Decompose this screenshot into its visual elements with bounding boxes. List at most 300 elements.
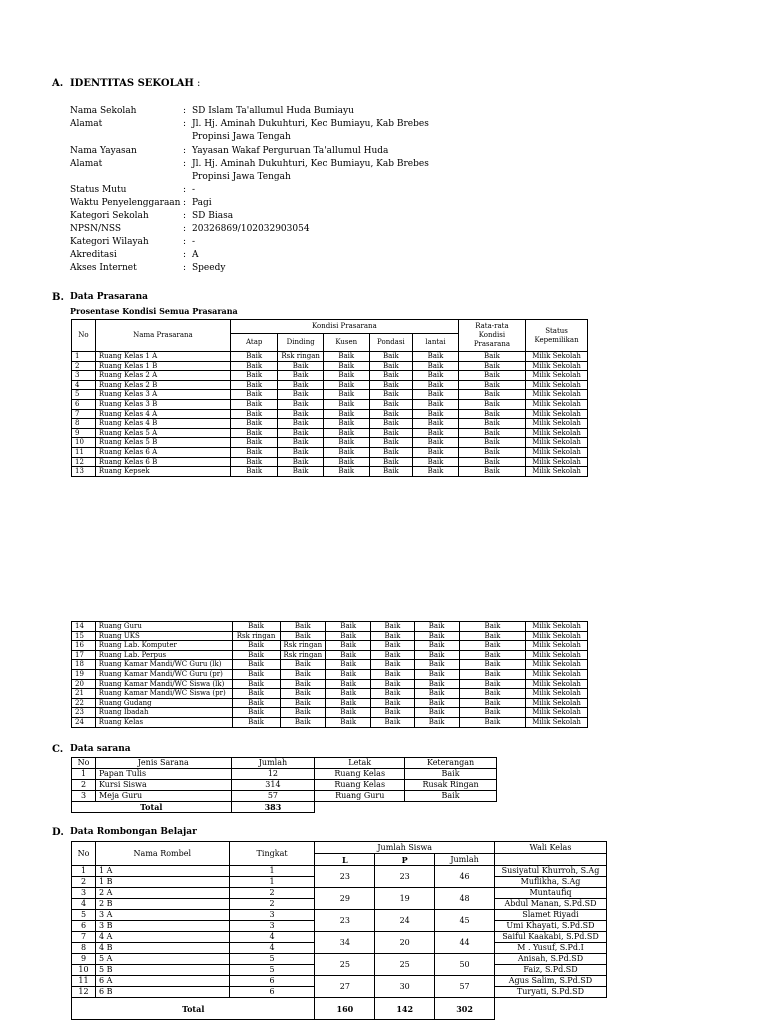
- prasarana-cell: Milik Sekolah: [526, 409, 588, 419]
- rombel-total-label: Total: [72, 998, 315, 1020]
- prasarana-cell: Baik: [458, 371, 525, 381]
- prasarana-cell: Baik: [278, 467, 324, 477]
- identity-value: Yayasan Wakaf Perguruan Ta'allumul Huda: [192, 146, 389, 156]
- prasarana-cell: Baik: [280, 631, 326, 641]
- prasarana-cell: Ruang Kamar Mandi/WC Siswa (lk): [95, 679, 232, 689]
- prasarana-cell: Baik: [371, 698, 414, 708]
- status-line1: Status: [545, 326, 568, 335]
- prasarana-cell: 23: [72, 708, 96, 718]
- prasarana-cell: Baik: [280, 698, 326, 708]
- prasarana-cell: Baik: [231, 457, 278, 467]
- identity-value: Speedy: [192, 263, 226, 273]
- prasarana-cell: 10: [72, 438, 96, 448]
- sarana-header-no: No: [72, 758, 96, 769]
- rombel-no: 5: [72, 910, 96, 921]
- prasarana-cell: Milik Sekolah: [526, 467, 588, 477]
- prasarana-cell: Ruang Kelas 5 A: [95, 428, 230, 438]
- prasarana-cell: Baik: [326, 679, 371, 689]
- prasarana-row: [72, 390, 588, 400]
- prasarana-cell: Baik: [231, 428, 278, 438]
- prasarana-cell: Milik Sekolah: [526, 669, 588, 679]
- prasarana-cell: Baik: [369, 371, 413, 381]
- prasarana-cell: Milik Sekolah: [526, 660, 588, 670]
- prasarana-cell: Baik: [369, 361, 413, 371]
- prasarana-cell: Baik: [413, 457, 459, 467]
- prasarana-cell: Ruang Kelas 3 B: [95, 399, 230, 409]
- prasarana-cell: Baik: [323, 371, 369, 381]
- rombel-nama: 4 A: [95, 932, 229, 943]
- prasarana-cell: Baik: [323, 428, 369, 438]
- prasarana-cell: Baik: [459, 708, 525, 718]
- rombel-no: 12: [72, 987, 96, 998]
- prasarana-cell: Baik: [369, 352, 413, 362]
- prasarana-cell: Baik: [232, 698, 280, 708]
- rombel-nama: 6 B: [95, 987, 229, 998]
- prasarana-row: [72, 371, 588, 381]
- identity-value: 20326869/102032903054: [192, 224, 310, 234]
- rombel-total-jumlah: 302: [435, 998, 495, 1020]
- rombel-tingkat: 5: [229, 965, 315, 976]
- rombel-row: [72, 932, 607, 943]
- rombel-header-jumlah: Jumlah: [435, 854, 495, 866]
- prasarana-cell: Milik Sekolah: [526, 689, 588, 699]
- prasarana-cell: Baik: [459, 622, 525, 632]
- prasarana-cell: Baik: [231, 352, 278, 362]
- rombel-wali: Slamet Riyadi: [494, 910, 606, 921]
- header-kusen: Kusen: [323, 334, 369, 352]
- rombel-p: 19: [375, 888, 435, 910]
- prasarana-row: [72, 708, 588, 718]
- prasarana-cell: Baik: [458, 352, 525, 362]
- prasarana-cell: Milik Sekolah: [526, 371, 588, 381]
- rombel-l: 27: [315, 976, 375, 998]
- prasarana-cell: 1: [72, 352, 96, 362]
- prasarana-cell: Baik: [278, 447, 324, 457]
- prasarana-cell: Ruang Kamar Mandi/WC Guru (lk): [95, 660, 232, 670]
- identity-label: Waktu Penyelenggaraan: [70, 198, 181, 208]
- header-rata-rata: [458, 320, 525, 352]
- sarana-row: [72, 791, 497, 802]
- prasarana-cell: Baik: [326, 650, 371, 660]
- prasarana-cell: Milik Sekolah: [526, 419, 588, 429]
- prasarana-cell: Baik: [371, 622, 414, 632]
- prasarana-cell: Baik: [231, 419, 278, 429]
- prasarana-cell: 17: [72, 650, 96, 660]
- prasarana-cell: Baik: [458, 457, 525, 467]
- rombel-tingkat: 4: [229, 932, 315, 943]
- prasarana-cell: Baik: [413, 399, 459, 409]
- prasarana-cell: 19: [72, 669, 96, 679]
- rombel-row: [72, 866, 607, 877]
- status-line2: Kepemilikan: [534, 335, 579, 344]
- prasarana-row: [72, 438, 588, 448]
- prasarana-cell: Milik Sekolah: [526, 438, 588, 448]
- prasarana-cell: Baik: [278, 419, 324, 429]
- rombel-nama: 3 A: [95, 910, 229, 921]
- prasarana-cell: Baik: [231, 361, 278, 371]
- prasarana-cell: 2: [72, 361, 96, 371]
- prasarana-cell: Baik: [369, 390, 413, 400]
- prasarana-cell: Baik: [459, 717, 525, 727]
- identity-value: A: [192, 250, 199, 260]
- prasarana-cell: Baik: [371, 660, 414, 670]
- rombel-p: 20: [375, 932, 435, 954]
- sarana-cell-jenis: Kursi Siswa: [95, 780, 231, 791]
- rombel-wali: Faiz, S.Pd.SD: [494, 965, 606, 976]
- rombel-tingkat: 4: [229, 943, 315, 954]
- sarana-cell-ket: Baik: [405, 769, 497, 780]
- identity-colon: :: [183, 224, 187, 234]
- prasarana-cell: Baik: [323, 390, 369, 400]
- prasarana-cell: 4: [72, 380, 96, 390]
- rombel-nama: 5 A: [95, 954, 229, 965]
- rata-line1: Rata-rata: [475, 322, 509, 330]
- prasarana-cell: Baik: [458, 419, 525, 429]
- sarana-cell-letak: Ruang Kelas: [315, 769, 405, 780]
- prasarana-cell: Baik: [278, 361, 324, 371]
- prasarana-row: [72, 660, 588, 670]
- prasarana-cell: Baik: [371, 679, 414, 689]
- prasarana-cell: Milik Sekolah: [526, 679, 588, 689]
- rombel-jumlah: 44: [435, 932, 495, 954]
- prasarana-cell: Baik: [232, 717, 280, 727]
- prasarana-cell: Baik: [413, 361, 459, 371]
- prasarana-cell: Baik: [326, 717, 371, 727]
- rombel-no: 8: [72, 943, 96, 954]
- prasarana-cell: Baik: [280, 669, 326, 679]
- sarana-body: [72, 769, 497, 802]
- prasarana-cell: Baik: [459, 698, 525, 708]
- rombel-header-l: L: [315, 854, 375, 866]
- prasarana-cell: 9: [72, 428, 96, 438]
- prasarana-cell: Milik Sekolah: [526, 447, 588, 457]
- prasarana-cell: Baik: [371, 669, 414, 679]
- prasarana-cell: Baik: [280, 660, 326, 670]
- identity-label: Nama Sekolah: [70, 106, 137, 116]
- rombel-jumlah: 50: [435, 954, 495, 976]
- prasarana-row: [72, 361, 588, 371]
- prasarana-body-2: [72, 622, 588, 728]
- prasarana-row: [72, 669, 588, 679]
- prasarana-row: [72, 679, 588, 689]
- prasarana-cell: Baik: [323, 419, 369, 429]
- rombel-header-wali: Wali Kelas: [494, 842, 606, 854]
- prasarana-cell: Baik: [231, 438, 278, 448]
- rombel-row: [72, 888, 607, 899]
- identity-value: SD Biasa: [192, 211, 234, 221]
- rombel-wali: Agus Salim, S.Pd.SD: [494, 976, 606, 987]
- header-dinding: Dinding: [278, 334, 324, 352]
- sarana-total-value: 383: [231, 802, 315, 813]
- prasarana-row: [72, 622, 588, 632]
- prasarana-cell: Baik: [231, 447, 278, 457]
- prasarana-cell: 8: [72, 419, 96, 429]
- rombel-nama: 1 A: [95, 866, 229, 877]
- rombel-header-nama: Nama Rombel: [95, 842, 229, 866]
- sarana-cell-jumlah: 57: [231, 791, 315, 802]
- header-nama-prasarana: Nama Prasarana: [95, 320, 230, 352]
- prasarana-cell: Baik: [323, 457, 369, 467]
- rombel-nama: 2 A: [95, 888, 229, 899]
- prasarana-cell: Baik: [323, 361, 369, 371]
- prasarana-cell: Baik: [371, 641, 414, 651]
- prasarana-cell: Milik Sekolah: [526, 380, 588, 390]
- identity-colon: :: [183, 106, 187, 116]
- identity-value: Propinsi Jawa Tengah: [192, 132, 291, 142]
- prasarana-row: [72, 467, 588, 477]
- prasarana-cell: Baik: [414, 698, 459, 708]
- prasarana-cell: Baik: [369, 428, 413, 438]
- rombel-tingkat: 3: [229, 921, 315, 932]
- prasarana-cell: Milik Sekolah: [526, 708, 588, 718]
- prasarana-cell: Milik Sekolah: [526, 390, 588, 400]
- prasarana-cell: Baik: [414, 622, 459, 632]
- identity-label: Akreditasi: [70, 250, 117, 260]
- rombel-nama: 3 B: [95, 921, 229, 932]
- sarana-cell-no: 1: [72, 769, 96, 780]
- prasarana-cell: 21: [72, 689, 96, 699]
- prasarana-cell: Baik: [232, 669, 280, 679]
- prasarana-cell: Baik: [458, 409, 525, 419]
- sarana-row: [72, 769, 497, 780]
- rombel-wali: Turyati, S.Pd.SD: [494, 987, 606, 998]
- prasarana-cell: Ruang Kelas 4 B: [95, 419, 230, 429]
- prasarana-cell: 14: [72, 622, 96, 632]
- prasarana-cell: Ruang Lab. Perpus: [95, 650, 232, 660]
- prasarana-cell: Ruang Guru: [95, 622, 232, 632]
- prasarana-row: [72, 457, 588, 467]
- prasarana-cell: Baik: [369, 467, 413, 477]
- prasarana-row: [72, 409, 588, 419]
- rombel-no: 10: [72, 965, 96, 976]
- prasarana-cell: Baik: [413, 419, 459, 429]
- sarana-cell-ket: Baik: [405, 791, 497, 802]
- rombel-wali: Muflikha, S.Ag: [494, 877, 606, 888]
- prasarana-cell: Baik: [326, 631, 371, 641]
- prasarana-cell: Milik Sekolah: [526, 641, 588, 651]
- rombel-tingkat: 2: [229, 899, 315, 910]
- section-a-title: [70, 78, 200, 89]
- prasarana-cell: Baik: [414, 660, 459, 670]
- prasarana-cell: Ruang Gudang: [95, 698, 232, 708]
- rombel-row: [72, 976, 607, 987]
- prasarana-cell: Baik: [232, 679, 280, 689]
- prasarana-cell: Baik: [414, 689, 459, 699]
- prasarana-cell: Baik: [458, 428, 525, 438]
- prasarana-cell: Baik: [323, 380, 369, 390]
- section-d-title: Data Rombongan Belajar: [70, 827, 197, 837]
- prasarana-cell: Baik: [459, 641, 525, 651]
- identity-label: Kategori Wilayah: [70, 237, 149, 247]
- prasarana-cell: 22: [72, 698, 96, 708]
- prasarana-cell: Baik: [369, 399, 413, 409]
- header-lantai: lantai: [413, 334, 459, 352]
- sarana-row: [72, 780, 497, 791]
- sarana-table: [71, 757, 497, 813]
- prasarana-row: [72, 698, 588, 708]
- prasarana-cell: Baik: [413, 390, 459, 400]
- prasarana-cell: 15: [72, 631, 96, 641]
- identity-colon: :: [183, 237, 187, 247]
- identity-value: Pagi: [192, 198, 212, 208]
- rombel-jumlah: 46: [435, 866, 495, 888]
- prasarana-cell: 13: [72, 467, 96, 477]
- rombel-wali: M . Yusuf, S.Pd.I: [494, 943, 606, 954]
- rombel-p: 30: [375, 976, 435, 998]
- header-no: No: [72, 320, 96, 352]
- prasarana-cell: Baik: [326, 622, 371, 632]
- sarana-header-keterangan: Keterangan: [405, 758, 497, 769]
- prasarana-row: [72, 717, 588, 727]
- identity-colon: :: [183, 250, 187, 260]
- prasarana-cell: Rsk ringan: [278, 352, 324, 362]
- rombel-tingkat: 3: [229, 910, 315, 921]
- prasarana-cell: Baik: [278, 409, 324, 419]
- identity-colon: :: [183, 263, 187, 273]
- rombel-no: 9: [72, 954, 96, 965]
- sarana-header-letak: Letak: [315, 758, 405, 769]
- rombel-wali: Anisah, S.Pd.SD: [494, 954, 606, 965]
- rombel-no: 1: [72, 866, 96, 877]
- prasarana-cell: Baik: [232, 660, 280, 670]
- prasarana-cell: Milik Sekolah: [526, 622, 588, 632]
- prasarana-body-1: [72, 352, 588, 477]
- prasarana-cell: Baik: [280, 679, 326, 689]
- section-c-title: Data sarana: [70, 744, 131, 754]
- rombel-p: 23: [375, 866, 435, 888]
- prasarana-cell: Baik: [458, 361, 525, 371]
- prasarana-cell: Rsk ringan: [280, 650, 326, 660]
- prasarana-cell: Milik Sekolah: [526, 698, 588, 708]
- rombel-wali: Saiful Kaakabi, S.Pd.SD: [494, 932, 606, 943]
- prasarana-cell: Milik Sekolah: [526, 399, 588, 409]
- prasarana-cell: Baik: [231, 380, 278, 390]
- rombel-l: 34: [315, 932, 375, 954]
- rombel-no: 2: [72, 877, 96, 888]
- prasarana-cell: Baik: [231, 390, 278, 400]
- prasarana-cell: Ruang Kelas 1 B: [95, 361, 230, 371]
- prasarana-cell: Baik: [369, 457, 413, 467]
- prasarana-row: [72, 447, 588, 457]
- identity-value: -: [192, 185, 196, 195]
- prasarana-cell: Milik Sekolah: [526, 650, 588, 660]
- prasarana-cell: Ruang Kelas 6 A: [95, 447, 230, 457]
- sarana-cell-jenis: Meja Guru: [95, 791, 231, 802]
- rombel-p: 24: [375, 910, 435, 932]
- prasarana-cell: Ruang Kelas 2 B: [95, 380, 230, 390]
- rombel-tingkat: 6: [229, 976, 315, 987]
- header-atap: Atap: [231, 334, 278, 352]
- prasarana-cell: Baik: [232, 622, 280, 632]
- prasarana-cell: 3: [72, 371, 96, 381]
- prasarana-cell: Baik: [326, 689, 371, 699]
- sarana-cell-no: 3: [72, 791, 96, 802]
- section-b-letter: B.: [52, 292, 64, 303]
- prasarana-cell: Baik: [458, 399, 525, 409]
- prasarana-cell: Baik: [278, 390, 324, 400]
- prasarana-cell: Baik: [414, 669, 459, 679]
- rombel-header-tingkat: Tingkat: [229, 842, 315, 866]
- prasarana-cell: 11: [72, 447, 96, 457]
- identity-colon: :: [183, 159, 187, 169]
- prasarana-cell: Baik: [413, 428, 459, 438]
- rombel-tingkat: 2: [229, 888, 315, 899]
- prasarana-row: [72, 380, 588, 390]
- prasarana-row: [72, 399, 588, 409]
- prasarana-table: [71, 319, 588, 477]
- prasarana-cell: Baik: [323, 467, 369, 477]
- rombel-wali: Abdul Manan, S.Pd.SD: [494, 899, 606, 910]
- prasarana-cell: Baik: [369, 438, 413, 448]
- prasarana-cell: Baik: [231, 371, 278, 381]
- prasarana-cell: Baik: [371, 631, 414, 641]
- rombel-body: [72, 866, 607, 998]
- prasarana-cell: Ruang Kelas 6 B: [95, 457, 230, 467]
- prasarana-cell: Baik: [323, 409, 369, 419]
- prasarana-cell: Baik: [232, 689, 280, 699]
- prasarana-cell: Ruang Kelas 1 A: [95, 352, 230, 362]
- prasarana-cell: Ruang Kamar Mandi/WC Guru (pr): [95, 669, 232, 679]
- rombel-jumlah: 57: [435, 976, 495, 998]
- rombel-jumlah: 45: [435, 910, 495, 932]
- prasarana-cell: Ruang Kelas 3 A: [95, 390, 230, 400]
- rombel-nama: 4 B: [95, 943, 229, 954]
- header-kondisi: Kondisi Prasarana: [231, 320, 459, 334]
- identity-value: Jl. Hj. Aminah Dukuhturi, Kec Bumiayu, Kab Brebes: [192, 159, 429, 169]
- sarana-cell-no: 2: [72, 780, 96, 791]
- identity-colon: :: [183, 185, 187, 195]
- rombel-total-l: 160: [315, 998, 375, 1020]
- prasarana-cell: Milik Sekolah: [526, 457, 588, 467]
- prasarana-cell: Baik: [369, 419, 413, 429]
- prasarana-cell: 7: [72, 409, 96, 419]
- prasarana-cell: Baik: [232, 641, 280, 651]
- sarana-cell-ket: Rusak Ringan: [405, 780, 497, 791]
- prasarana-cell: Baik: [458, 447, 525, 457]
- header-status: [526, 320, 588, 352]
- prasarana-cell: Baik: [413, 409, 459, 419]
- rombel-header-p: P: [375, 854, 435, 866]
- identity-label: Alamat: [70, 159, 103, 169]
- rombel-l: 23: [315, 910, 375, 932]
- identity-colon: :: [183, 119, 187, 129]
- prasarana-cell: Baik: [231, 409, 278, 419]
- prasarana-cell: Ruang Kelas: [95, 717, 232, 727]
- prasarana-cell: Baik: [414, 631, 459, 641]
- prasarana-cell: Baik: [323, 352, 369, 362]
- prasarana-cell: Baik: [459, 679, 525, 689]
- sarana-total-label: Total: [72, 802, 232, 813]
- prasarana-cell: Baik: [458, 380, 525, 390]
- sarana-cell-letak: Ruang Kelas: [315, 780, 405, 791]
- prasarana-cell: Baik: [231, 467, 278, 477]
- prasarana-cell: Baik: [371, 689, 414, 699]
- rombel-wali: Susiyatul Khurroh, S.Ag: [494, 866, 606, 877]
- rombel-row: [72, 954, 607, 965]
- prasarana-cell: Baik: [280, 622, 326, 632]
- rombel-nama: 2 B: [95, 899, 229, 910]
- prasarana-cell: Baik: [278, 399, 324, 409]
- rombel-nama: 6 A: [95, 976, 229, 987]
- prasarana-cell: Baik: [232, 708, 280, 718]
- sarana-cell-letak: Ruang Guru: [315, 791, 405, 802]
- sarana-cell-jumlah: 12: [231, 769, 315, 780]
- prasarana-cell: 16: [72, 641, 96, 651]
- prasarana-cell: 18: [72, 660, 96, 670]
- rombel-tingkat: 1: [229, 866, 315, 877]
- prasarana-cell: Ruang Kamar Mandi/WC Siswa (pr): [95, 689, 232, 699]
- rata-line2: Kondisi: [478, 331, 506, 339]
